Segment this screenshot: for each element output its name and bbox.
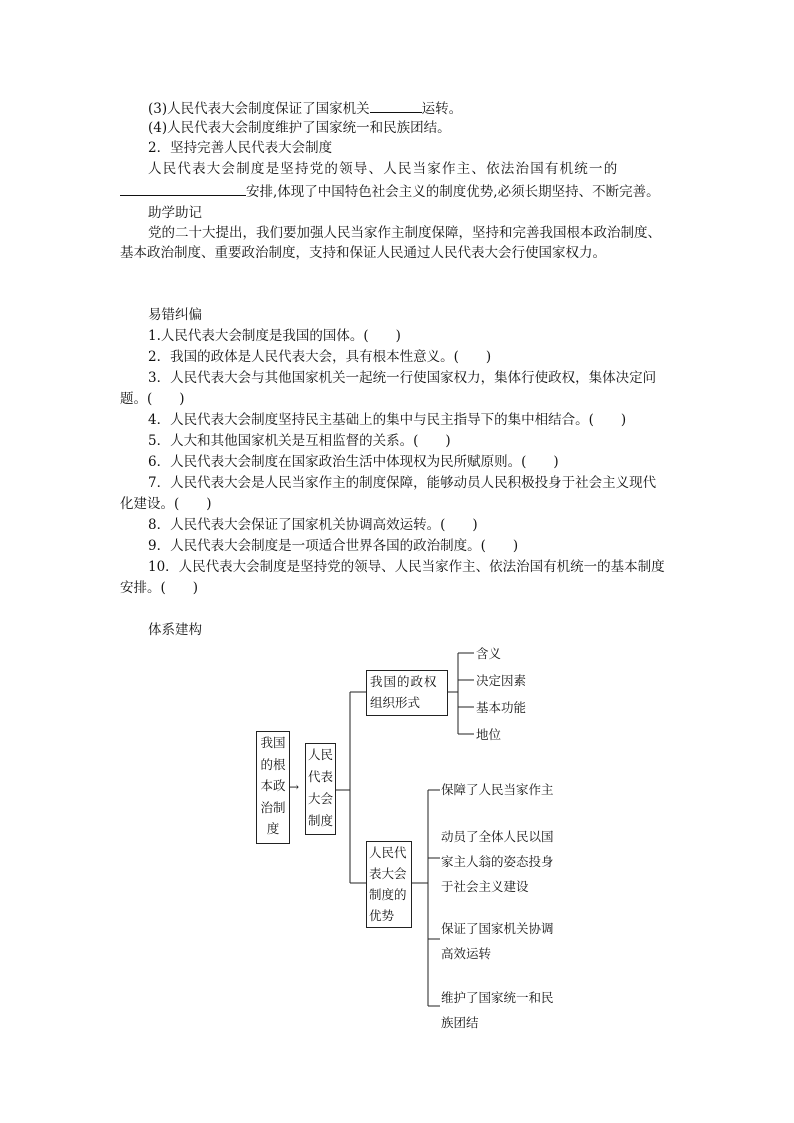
branch1-line: 组织形式 — [370, 695, 421, 710]
arrow-icon: → — [289, 780, 300, 794]
error-item: 3．人民代表大会与其他国家机关一起统一行使国家权力，集体行使政权，集体决定问 — [148, 370, 657, 386]
aid-line-2: 基本政治制度、重要政治制度，支持和保证人民通过人民代表大会行使国家权力。 — [120, 245, 606, 261]
error-item-cont: 题。( ) — [120, 391, 185, 407]
heading-2: 2．坚持完善人民代表大会制度 — [148, 140, 333, 156]
item-3-after: 运转。 — [421, 101, 463, 117]
error-item: 6．人民代表大会制度在国家政治生活中体现权为民所赋原则。( ) — [148, 454, 559, 470]
item-4: (4)人民代表大会制度维护了国家统一和民族团结。 — [148, 120, 451, 136]
branch1-line: 我国的政权 — [370, 674, 438, 689]
advantage-2 — [441, 824, 554, 899]
mid-box-line: 制度 — [307, 813, 333, 828]
error-item: 4．人民代表大会制度坚持民主基础上的集中与民主指导下的集中相结合。( ) — [148, 412, 627, 428]
root-box-line: 本政 — [260, 778, 286, 793]
advantage-4-line: 族团结 — [441, 1015, 479, 1030]
branch2-line: 优势 — [369, 908, 395, 923]
error-item: 2．我国的政体是人民代表大会，具有根本性意义。( ) — [148, 349, 492, 365]
error-item-cont: 化建设。( ) — [120, 496, 212, 512]
advantage-2-line: 于社会主义建设 — [441, 879, 529, 894]
root-box — [256, 731, 290, 844]
aid-line-1: 党的二十大提出，我们要加强人民当家作主制度保障，坚持和完善我国根本政治制度、 — [148, 225, 661, 241]
advantage-3 — [441, 916, 554, 966]
leaf-status: 地位 — [476, 727, 502, 742]
structure-title: 体系建构 — [148, 622, 202, 638]
advantage-4 — [441, 985, 554, 1035]
advantage-3-line: 高效运转 — [441, 946, 492, 961]
advantage-3-line: 保证了国家机关协调 — [441, 921, 554, 936]
error-item: 1.人民代表大会制度是我国的国体。( ) — [148, 328, 401, 344]
advantage-2-line: 动员了全体人民以国 — [441, 829, 554, 844]
aid-title: 助学助记 — [148, 205, 202, 221]
advantage-1: 保障了人民当家作主 — [441, 782, 554, 797]
paragraph-line-1: 人民代表大会制度是坚持党的领导、人民当家作主、依法治国有机统一的 — [148, 161, 619, 177]
mid-box — [305, 743, 336, 835]
mid-box-line: 代表 — [307, 769, 333, 784]
branch2-line: 人民代 — [369, 845, 407, 860]
root-box-line: 度 — [266, 821, 280, 836]
error-item-cont: 安排。( ) — [120, 580, 199, 596]
root-box-line: 我国 — [260, 735, 286, 750]
branch2-line: 制度的 — [369, 887, 407, 902]
root-box-line: 治制 — [260, 799, 286, 815]
root-box-line: 的根 — [260, 756, 286, 772]
mid-box-line: 大会 — [307, 791, 333, 806]
advantage-2-line: 家主人翁的姿态投身 — [441, 854, 554, 869]
advantage-4-line: 维护了国家统一和民 — [441, 990, 554, 1005]
error-item: 9．人民代表大会制度是一项适合世界各国的政治制度。( ) — [148, 538, 519, 554]
errors-title: 易错纠偏 — [148, 307, 202, 323]
leaf-determinant: 决定因素 — [476, 673, 527, 688]
error-item: 10．人民代表大会制度是坚持党的领导、人民当家作主、依法治国有机统一的基本制度 — [148, 559, 665, 575]
branch2-line: 表大会 — [369, 866, 407, 881]
paragraph-line-2-text: 安排,体现了中国特色社会主义的制度优势,必须长期坚持、不断完善。 — [246, 184, 660, 200]
mid-box-line: 人民 — [307, 747, 333, 762]
item-3-before: (3)人民代表大会制度保证了国家机关 — [148, 101, 370, 117]
error-item: 5．人大和其他国家机关是互相监督的关系。( ) — [148, 433, 451, 449]
branch1-box — [366, 670, 448, 716]
leaf-function: 基本功能 — [476, 700, 527, 715]
error-item: 8．人民代表大会保证了国家机关协调高效运转。( ) — [148, 517, 478, 533]
branch2-box — [366, 841, 412, 928]
error-item: 7．人民代表大会是人民当家作主的制度保障，能够动员人民积极投身于社会主义现代 — [148, 475, 657, 491]
leaf-definition: 含义 — [476, 646, 502, 661]
